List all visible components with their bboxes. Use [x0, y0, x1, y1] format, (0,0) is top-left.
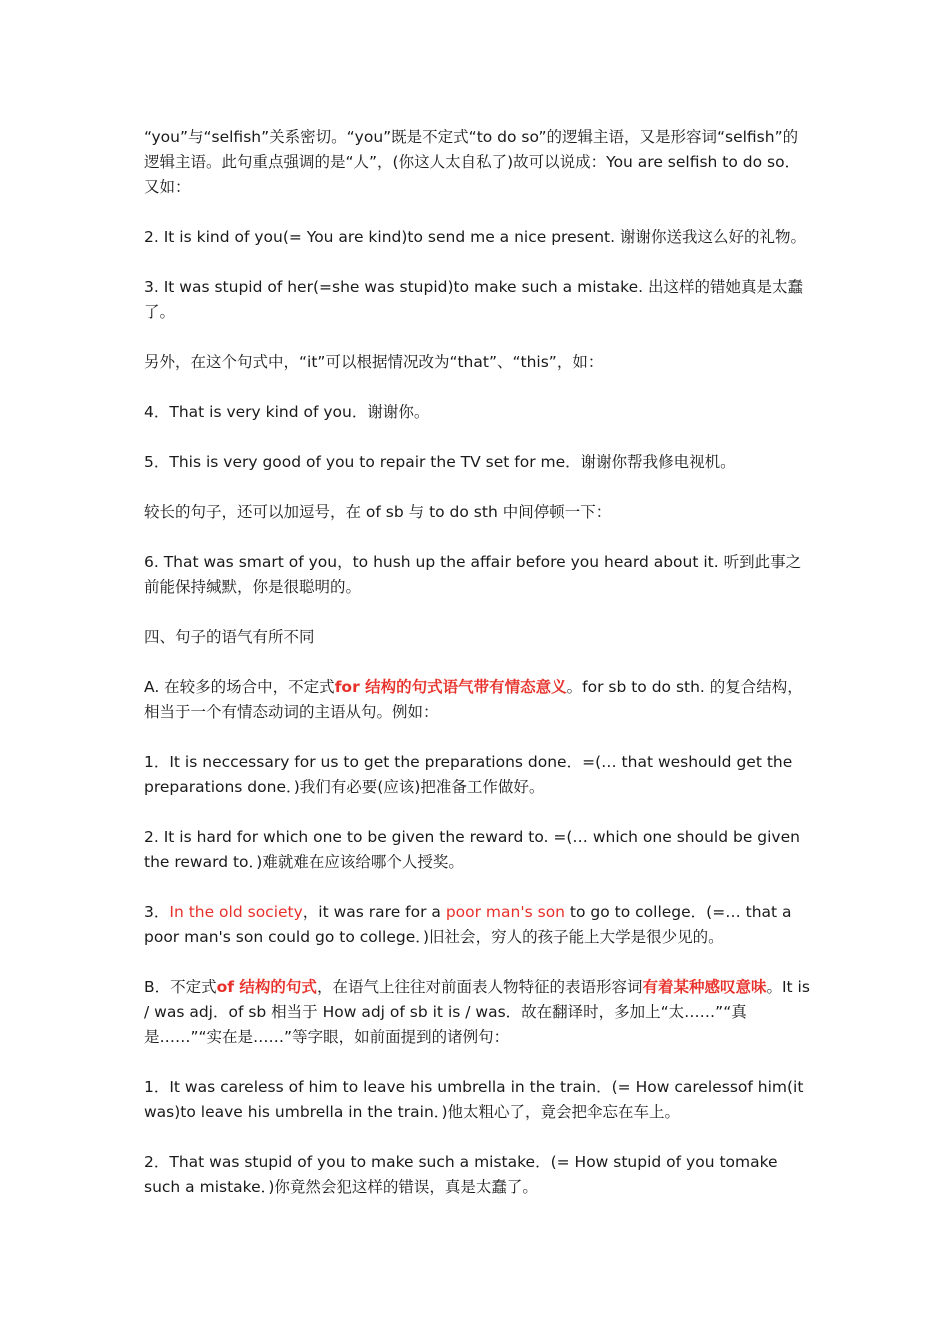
text-segment: 3. It was stupid of her(=she was stupid)to make such a mistake. 出这样的错她真是太蠢了。 — [144, 278, 803, 321]
text-segment: 。It is / was adj．of sb 相当于 How adj of sb it is / was．故在翻译时，多加上“太……”“真是……”“实在是……”等字眼，如前面提到的诸例句： — [144, 978, 810, 1046]
text-segment: ，在语气上往往对前面表人物特征的表语形容词 — [316, 978, 643, 996]
text-segment: B．不定式 — [144, 978, 217, 996]
para-example-4 — [144, 400, 812, 425]
text-segment: 3． — [144, 903, 170, 921]
text-segment: 2. It is kind of you(= You are kind)to send me a nice present. 谢谢你送我这么好的礼物。 — [144, 228, 806, 246]
text-segment: 1．It was careless of him to leave his umbrella in the train．(= How carelessof him(it was)to leave his umbrella in the train．)他太粗心了，竟会把伞忘在车上。 — [144, 1078, 804, 1121]
highlighted-text: poor man's son — [445, 903, 565, 921]
text-segment: 2. It is hard for which one to be given the reward to. =(… which one should be given the reward to．)难就难在应该给哪个人授奖。 — [144, 828, 800, 871]
text-segment: to go to college．(=… that a poor man's son could go to college．)旧社会，穷人的孩子能上大学是很少见的。 — [144, 903, 792, 946]
text-segment: 4．That is very kind of you．谢谢你。 — [144, 403, 430, 421]
highlighted-text: of 结构的句式 — [216, 978, 317, 996]
text-segment: 四、句子的语气有所不同 — [144, 628, 315, 646]
para-note-comma — [144, 500, 812, 525]
text-segment: ，it was rare for a — [302, 903, 446, 921]
text-segment: 1．It is neccessary for us to get the preparations done．=(… that weshould get the preparations done．)我们有必要(应该)把准备工作做好。 — [144, 753, 793, 796]
text-segment: A. 在较多的场合中，不定式 — [144, 678, 335, 696]
para-a-example-1 — [144, 750, 812, 800]
highlighted-text: for 结构的句式语气带有情态意义 — [334, 678, 567, 696]
document-body — [144, 125, 812, 1225]
para-example-6 — [144, 550, 812, 600]
para-point-a — [144, 675, 812, 725]
para-note-that-this — [144, 350, 812, 375]
para-example-5 — [144, 450, 812, 475]
para-a-example-3 — [144, 900, 812, 950]
para-point-b — [144, 975, 812, 1050]
highlighted-text: In the old society — [169, 903, 303, 921]
para-b-example-1 — [144, 1075, 812, 1125]
para-you-selfish — [144, 125, 812, 200]
para-b-example-2 — [144, 1150, 812, 1200]
para-example-2 — [144, 225, 812, 250]
text-segment: 。for sb to do sth. 的复合结构，相当于一个有情态动词的主语从句。例如： — [144, 678, 803, 721]
text-segment: 5．This is very good of you to repair the TV set for me．谢谢你帮我修电视机。 — [144, 453, 736, 471]
text-segment: 另外，在这个句式中，“it”可以根据情况改为“that”、“this”，如： — [144, 353, 604, 371]
text-segment: 2．That was stupid of you to make such a mistake．(= How stupid of you tomake such a mistake．)你竟然会犯这样的错误，真是太蠢了。 — [144, 1153, 778, 1196]
text-segment: 较长的句子，还可以加逗号，在 of sb 与 to do sth 中间停顿一下： — [144, 503, 612, 521]
text-segment: 6. That was smart of you，to hush up the affair before you heard about it. 听到此事之前能保持缄默，你是很聪明的。 — [144, 553, 802, 596]
para-example-3 — [144, 275, 812, 325]
para-a-example-2 — [144, 825, 812, 875]
text-segment: “you”与“selfish”关系密切。“you”既是不定式“to do so”的逻辑主语，又是形容词“selfish”的逻辑主语。此句重点强调的是“人”，(你这人太自私了)故可以说成：You are selfish to do so．又如： — [144, 128, 801, 196]
para-section-four — [144, 625, 812, 650]
highlighted-text: 有着某种感叹意味 — [642, 978, 767, 996]
